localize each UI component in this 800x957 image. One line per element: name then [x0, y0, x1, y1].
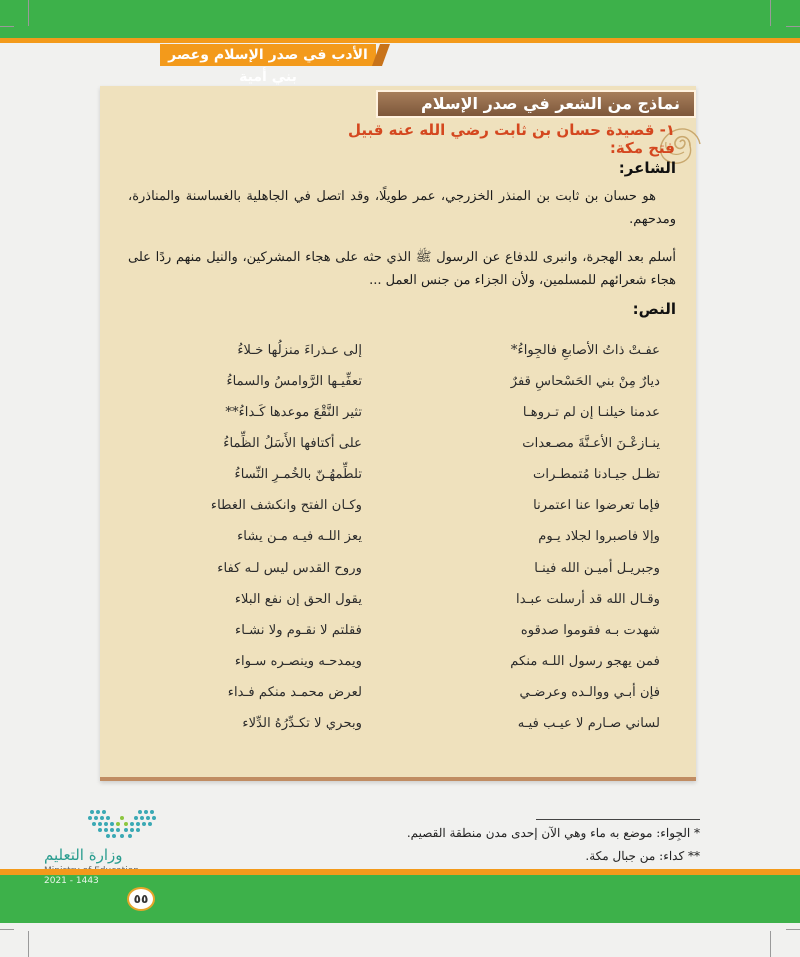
verse-left: إلى عـذراءَ منزلُها خـلاءُ	[237, 343, 362, 358]
verse-left: تعفِّيـها الرَّوامسُ والسماءُ	[226, 374, 362, 389]
verse-right: فإما تعرضوا عنا اعتمرنا	[533, 498, 660, 513]
footnote-2: ** كداء: من جبال مكة.	[585, 849, 700, 863]
verse-right: وإلا فاصبروا لجلاد يـوم	[538, 529, 660, 544]
text-heading: النص:	[632, 300, 676, 318]
top-orange-stripe	[0, 38, 800, 43]
verse-left: تلطِّمهُـنّ بالخُمـرِ النِّساءُ	[234, 467, 362, 482]
crop-mark	[770, 931, 771, 957]
verse-right: عدمنا خيلنـا إن لم تـروهـا	[522, 405, 660, 420]
crop-mark	[786, 929, 800, 930]
verse-left: وروح القدس ليس لـه كفاء	[217, 561, 362, 576]
verse-right: عفـتْ ذاتُ الأصابعِ فالجِواءُ*	[510, 343, 660, 358]
poet-paragraph-2: أسلم بعد الهجرة، وانبرى للدفاع عن الرسول ﷺ الذي حثه على هجاء المشركين، والنيل منهم ردًا على هجاء شعرائهم للمسلمين، ولأن الجزاء من جنس العمل ...	[128, 250, 676, 288]
verse-right: تظـل جيـادنا مُتمطـرات	[532, 467, 660, 482]
verse-left: وكـان الفتح وانكشف الغطاء	[210, 498, 362, 513]
ministry-logo-icon	[84, 806, 164, 842]
verse-right: شهدت بـه فقوموا صدقوه	[520, 623, 660, 638]
poet-paragraph-1: هو حسان بن ثابت بن المنذر الخزرجي، عمر طويلًا، وقد اتصل في الجاهلية بالغساسنة والمناذرة، ومدحهم.	[128, 189, 676, 227]
verse-right: فإن أبـي ووالـده وعرضـي	[519, 685, 660, 700]
verse-right: ينـازعْـنَ الأعـنَّةَ مصـعدات	[522, 436, 660, 451]
verse-left: على أكتافها الأَسَلُ الظِّماءُ	[223, 436, 362, 451]
footnote-1: * الجِواء: موضع به ماء وهي الآن إحدى مدن منطقة القصيم.	[406, 826, 700, 840]
verse-right: وجبريـل أميـن الله فينـا	[534, 561, 660, 576]
crop-mark	[770, 0, 771, 26]
crop-mark	[786, 26, 800, 27]
verse-left: يعز اللـه فيـه مـن يشاء	[237, 529, 362, 544]
verse-right: ديارٌ مِنْ بني الحَسْحاسِ قفرٌ	[510, 374, 660, 389]
verse-left: يقول الحق إن نفع البلاء	[234, 592, 362, 607]
verse-right: وقـال الله قد أرسلت عبـدا	[516, 592, 660, 607]
section-title: نماذج من الشعر في صدر الإسلام	[376, 90, 696, 118]
verse-right: فمن يهجو رسول اللـه منكم	[510, 654, 660, 669]
crop-mark	[28, 931, 29, 957]
verse-left: وبحري لا تكـدِّرُهُ الدِّلاء	[242, 716, 362, 731]
top-green-bar	[0, 0, 800, 38]
logo-year: 2021 - 1443	[44, 876, 99, 886]
verse-right: لساني صـارم لا عيـب فيـه	[517, 716, 660, 731]
poet-heading: الشاعر:	[618, 159, 676, 177]
verse-left: ويمدحـه وينصـره سـواء	[234, 654, 362, 669]
verse-left: تثير النَّقْعَ موعدها كَـداءُ**	[225, 405, 362, 420]
running-header-title: الأدب في صدر الإسلام وعصر بني أمية	[168, 47, 368, 85]
ministry-name: وزارة التعليم	[44, 846, 123, 864]
crop-mark	[0, 26, 14, 27]
verse-left: لعرض محمـد منكم فـداء	[227, 685, 362, 700]
crop-mark	[0, 929, 14, 930]
footnote-rule	[536, 819, 700, 820]
verse-left: فقلتم لا نقـوم ولا نشـاء	[235, 623, 362, 638]
crop-mark	[28, 0, 29, 26]
bottom-green-bar	[0, 875, 800, 923]
page-number: ٥٥	[127, 887, 155, 911]
poem-title: ١- قصيدة حسان بن ثابت رضي الله عنه قبيل فتح مكة:	[347, 121, 675, 157]
